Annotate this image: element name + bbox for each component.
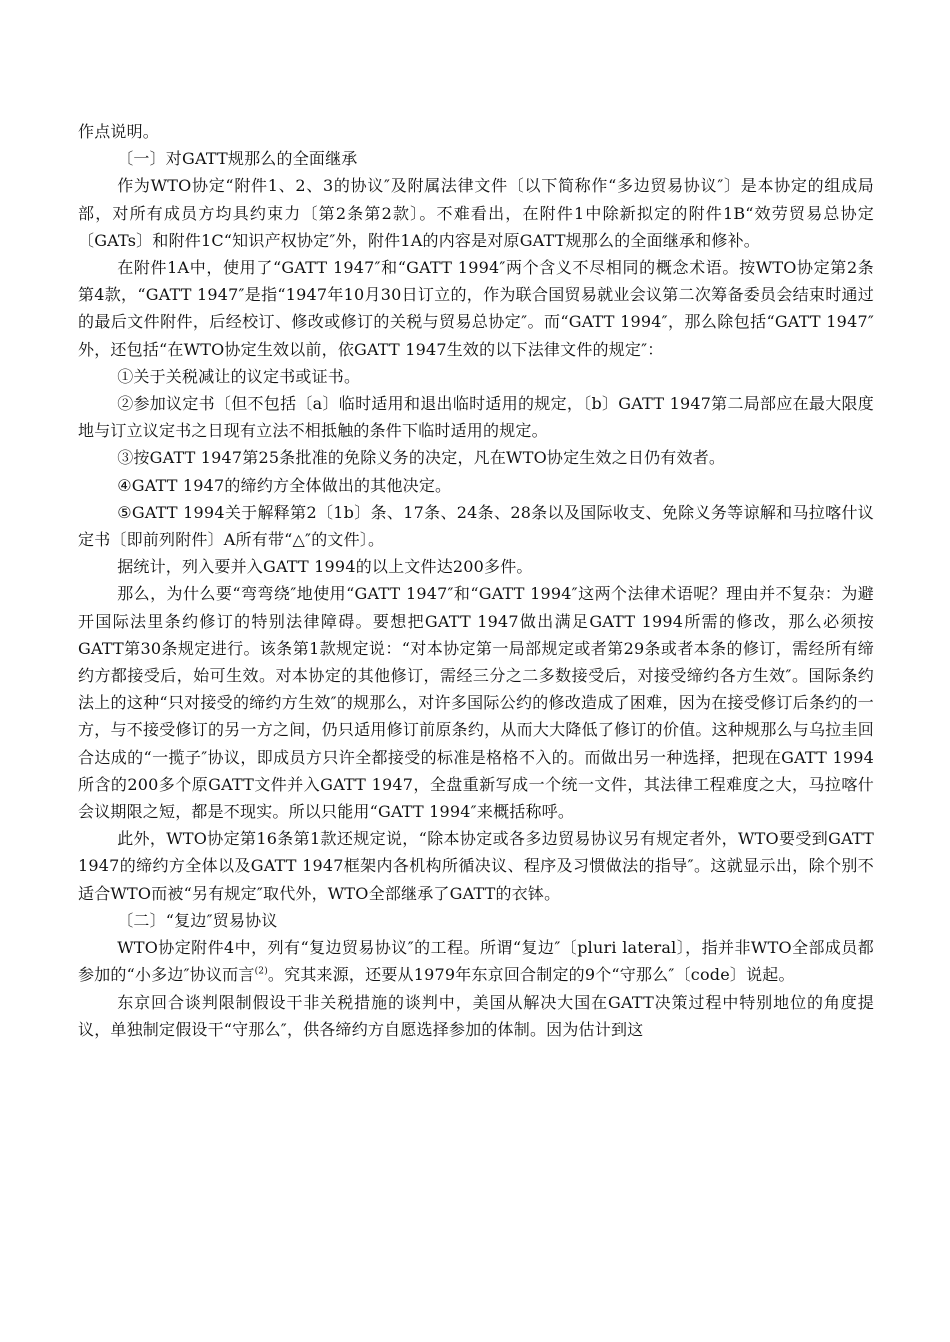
list-item: ⑤GATT 1994关于解释第2〔1b〕条、17条、24条、28条以及国际收支、免除义务等谅解和马拉喀什议定书〔即前列附件〕A所有带“△″的文件〕。 [78, 502, 874, 550]
paragraph: 据统计，列入要并入GATT 1994的以上文件达200多件。 [117, 557, 533, 577]
paragraph: 在附件1A中，使用了“GATT 1947″和“GATT 1994″两个含义不尽相同的概念术语。按WTO协定第2条第4款，“GATT 1947″是指“1947年10月30日订立的，作为联合国贸易就业会议第二次筹备委员会结束时通过的最后文件附件，后经校订、修改或修订的关税与贸易总协定″。而“GATT 1994″，那么除包括“GATT 1947″外，还包括“在WTO协定生效以前，依GATT 1947生效的以下法律文件的规定″： [78, 258, 874, 359]
paragraph: 那么，为什么要“弯弯绕″地使用“GATT 1947″和“GATT 1994″这两个法律术语呢？理由并不复杂：为避开国际法里条约修订的特别法律障碍。要想把GATT 1947做出满足GATT 1994所需的修改，那么必须按GATT第30条规定进行。该条第1款规定说：“对本协定第一局部规定或者第29条或者本条的修订，需经所有缔约方都接受后，始可生效。对本协定的其他修订，需经三分之二多数接受后，对接受缔约各方生效″。国际条约法上的这种“只对接受的缔约方生效″的规那么，对许多国际公约的修改造成了困难，因为在接受修订后条约的一方，与不接受修订的另一方之间，仍只适用修订前原条约，从而大大降低了修订的价值。这种规那么与乌拉圭回合达成的“一揽子″协议，即成员方只许全都接受的标准是格格不入的。而做出另一种选择，把现在GATT 1994所含的200多个原GATT文件并入GATT 1947，全盘重新写成一个统一文件，其法律工程难度之大，马拉喀什会议期限之短，都是不现实。所以只能用“GATT 1994″来概括称呼。 [78, 584, 874, 822]
document-page [78, 118, 874, 1043]
footnote-marker: (2) [254, 966, 268, 977]
section-heading-1: 〔一〕对GATT规那么的全面继承 [117, 149, 358, 169]
list-item: ④GATT 1947的缔约方全体做出的其他决定。 [117, 475, 452, 495]
paragraph-text-continued: 。究其来源，还要从1979年东京回合制定的9个“守那么″〔code〕说起。 [267, 965, 795, 985]
paragraph-text: WTO协定附件4中，列有“复边贸易协议″的工程。所谓“复边″〔pluri lateral〕，指并非WTO全部成员都参加的“小多边″协议而言 [78, 938, 874, 985]
section-heading-2: 〔二〕“复边″贸易协议 [117, 910, 278, 930]
paragraph-with-footnote [78, 934, 874, 988]
list-item: ②参加议定书〔但不包括〔a〕临时适用和退出临时适用的规定，〔b〕GATT 1947第二局部应在最大限度地与订立议定书之日现有立法不相抵触的条件下临时适用的规定。 [78, 394, 874, 441]
list-item: ①关于关税减让的议定书或证书。 [117, 366, 361, 386]
paragraph-intro-tail: 作点说明。 [78, 122, 160, 141]
paragraph: 此外，WTO协定第16条第1款还规定说，“除本协定或各多边贸易协议另有规定者外，WTO要受到GATT 1947的缔约方全体以及GATT 1947框架内各机构所循决议、程序及习惯做法的指导″。这就显示出，除个别不适合WTO而被“另有规定″取代外，WTO全部继承了GATT的衣钵。 [78, 829, 874, 903]
paragraph: 东京回合谈判限制假设干非关税措施的谈判中，美国从解决大国在GATT决策过程中特别地位的角度提议，单独制定假设干“守那么″，供各缔约方自愿选择参加的体制。因为估计到这 [78, 992, 874, 1039]
paragraph: 作为WTO协定“附件1、2、3的协议″及附属法律文件〔以下简称作“多边贸易协议″〕是本协定的组成局部，对所有成员方均具约束力〔第2条第2款〕。不难看出，在附件1中除新拟定的附件1B“效劳贸易总协定〔GATs〕和附件1C“知识产权协定″外，附件1A的内容是对原GATT规那么的全面继承和修补。 [78, 176, 874, 250]
list-item: ③按GATT 1947第25条批准的免除义务的决定，凡在WTO协定生效之日仍有效者。 [117, 448, 726, 468]
